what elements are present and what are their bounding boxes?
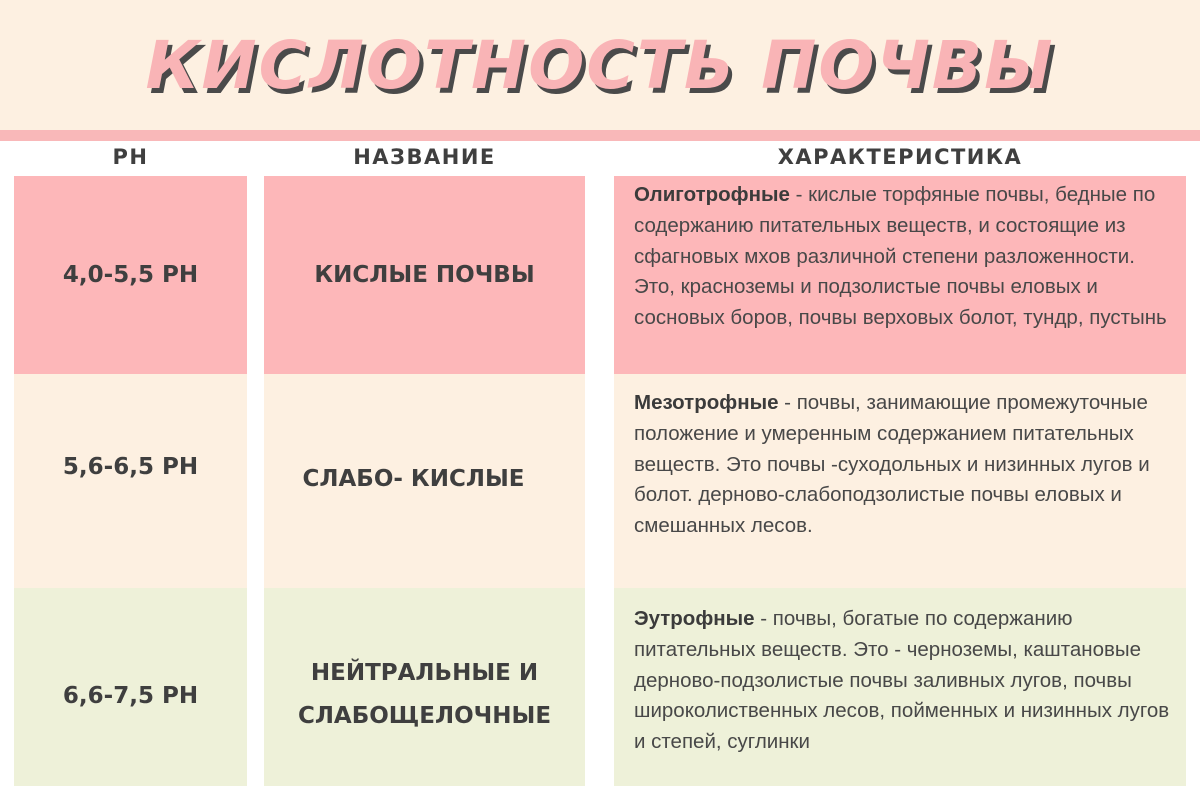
ph-value: 4,0-5,5 РН: [62, 262, 199, 288]
column-header-name: НАЗВАНИЕ: [353, 145, 496, 169]
description-body: - почвы, богатые по содержанию питательных веществ. Это - черноземы, каштановые дерново-подзолистые почвы заливных лугов, почвы широколиственных лесов, пойменных и низинных лугов и степей, суглинки: [634, 607, 1170, 754]
column-header-characteristic: ХАРАКТЕРИСТИКА: [777, 145, 1023, 169]
ph-cell-slightly-acidic: [14, 374, 247, 588]
description-text: [634, 180, 1174, 334]
name-cell-slightly-acidic: [264, 374, 585, 588]
description-cell-acidic: [614, 176, 1186, 374]
name-cell-neutral: [264, 588, 585, 786]
name-cell-acidic: [264, 176, 585, 374]
ph-cell-neutral: [14, 588, 247, 786]
description-cell-neutral: [614, 588, 1186, 786]
description-term: Эутрофные: [634, 607, 755, 630]
soil-type-name: СЛАБО- КИСЛЫЕ: [302, 466, 525, 492]
column-header-ph: РН: [112, 145, 149, 169]
soil-type-name: КИСЛЫЕ ПОЧВЫ: [314, 262, 535, 288]
page-title: КИСЛОТНОСТЬ ПОЧВЫ: [145, 27, 1055, 104]
description-cell-slightly-acidic: [614, 374, 1186, 588]
description-body: - почвы, занимающие промежуточные положение и умеренным содержанием питательных веществ. Это почвы -суходольных и низинных лугов и болот. дерново-слабоподзолистые почвы еловых и смешанных лесов.: [634, 391, 1150, 538]
description-term: Олиготрофные: [634, 183, 790, 206]
description-term: Мезотрофные: [634, 391, 779, 414]
description-text: [634, 604, 1174, 758]
ph-value: 5,6-6,5 РН: [62, 454, 199, 480]
soil-type-name: НЕЙТРАЛЬНЫЕ И: [310, 660, 539, 686]
soil-type-name-line2: СЛАБОЩЕЛОЧНЫЕ: [297, 703, 552, 729]
ph-cell-acidic: [14, 176, 247, 374]
ph-value: 6,6-7,5 РН: [62, 683, 199, 709]
description-text: [634, 388, 1174, 542]
description-body: - кислые торфяные почвы, бедные по содержанию питательных веществ, и состоящие из сфагновых мхов различной степени разложенности. Это, красноземы и подзолистые почвы еловых и сосновых боров, почвы верховых болот, тундр, пустынь: [634, 183, 1167, 330]
header-divider: [0, 130, 1200, 141]
